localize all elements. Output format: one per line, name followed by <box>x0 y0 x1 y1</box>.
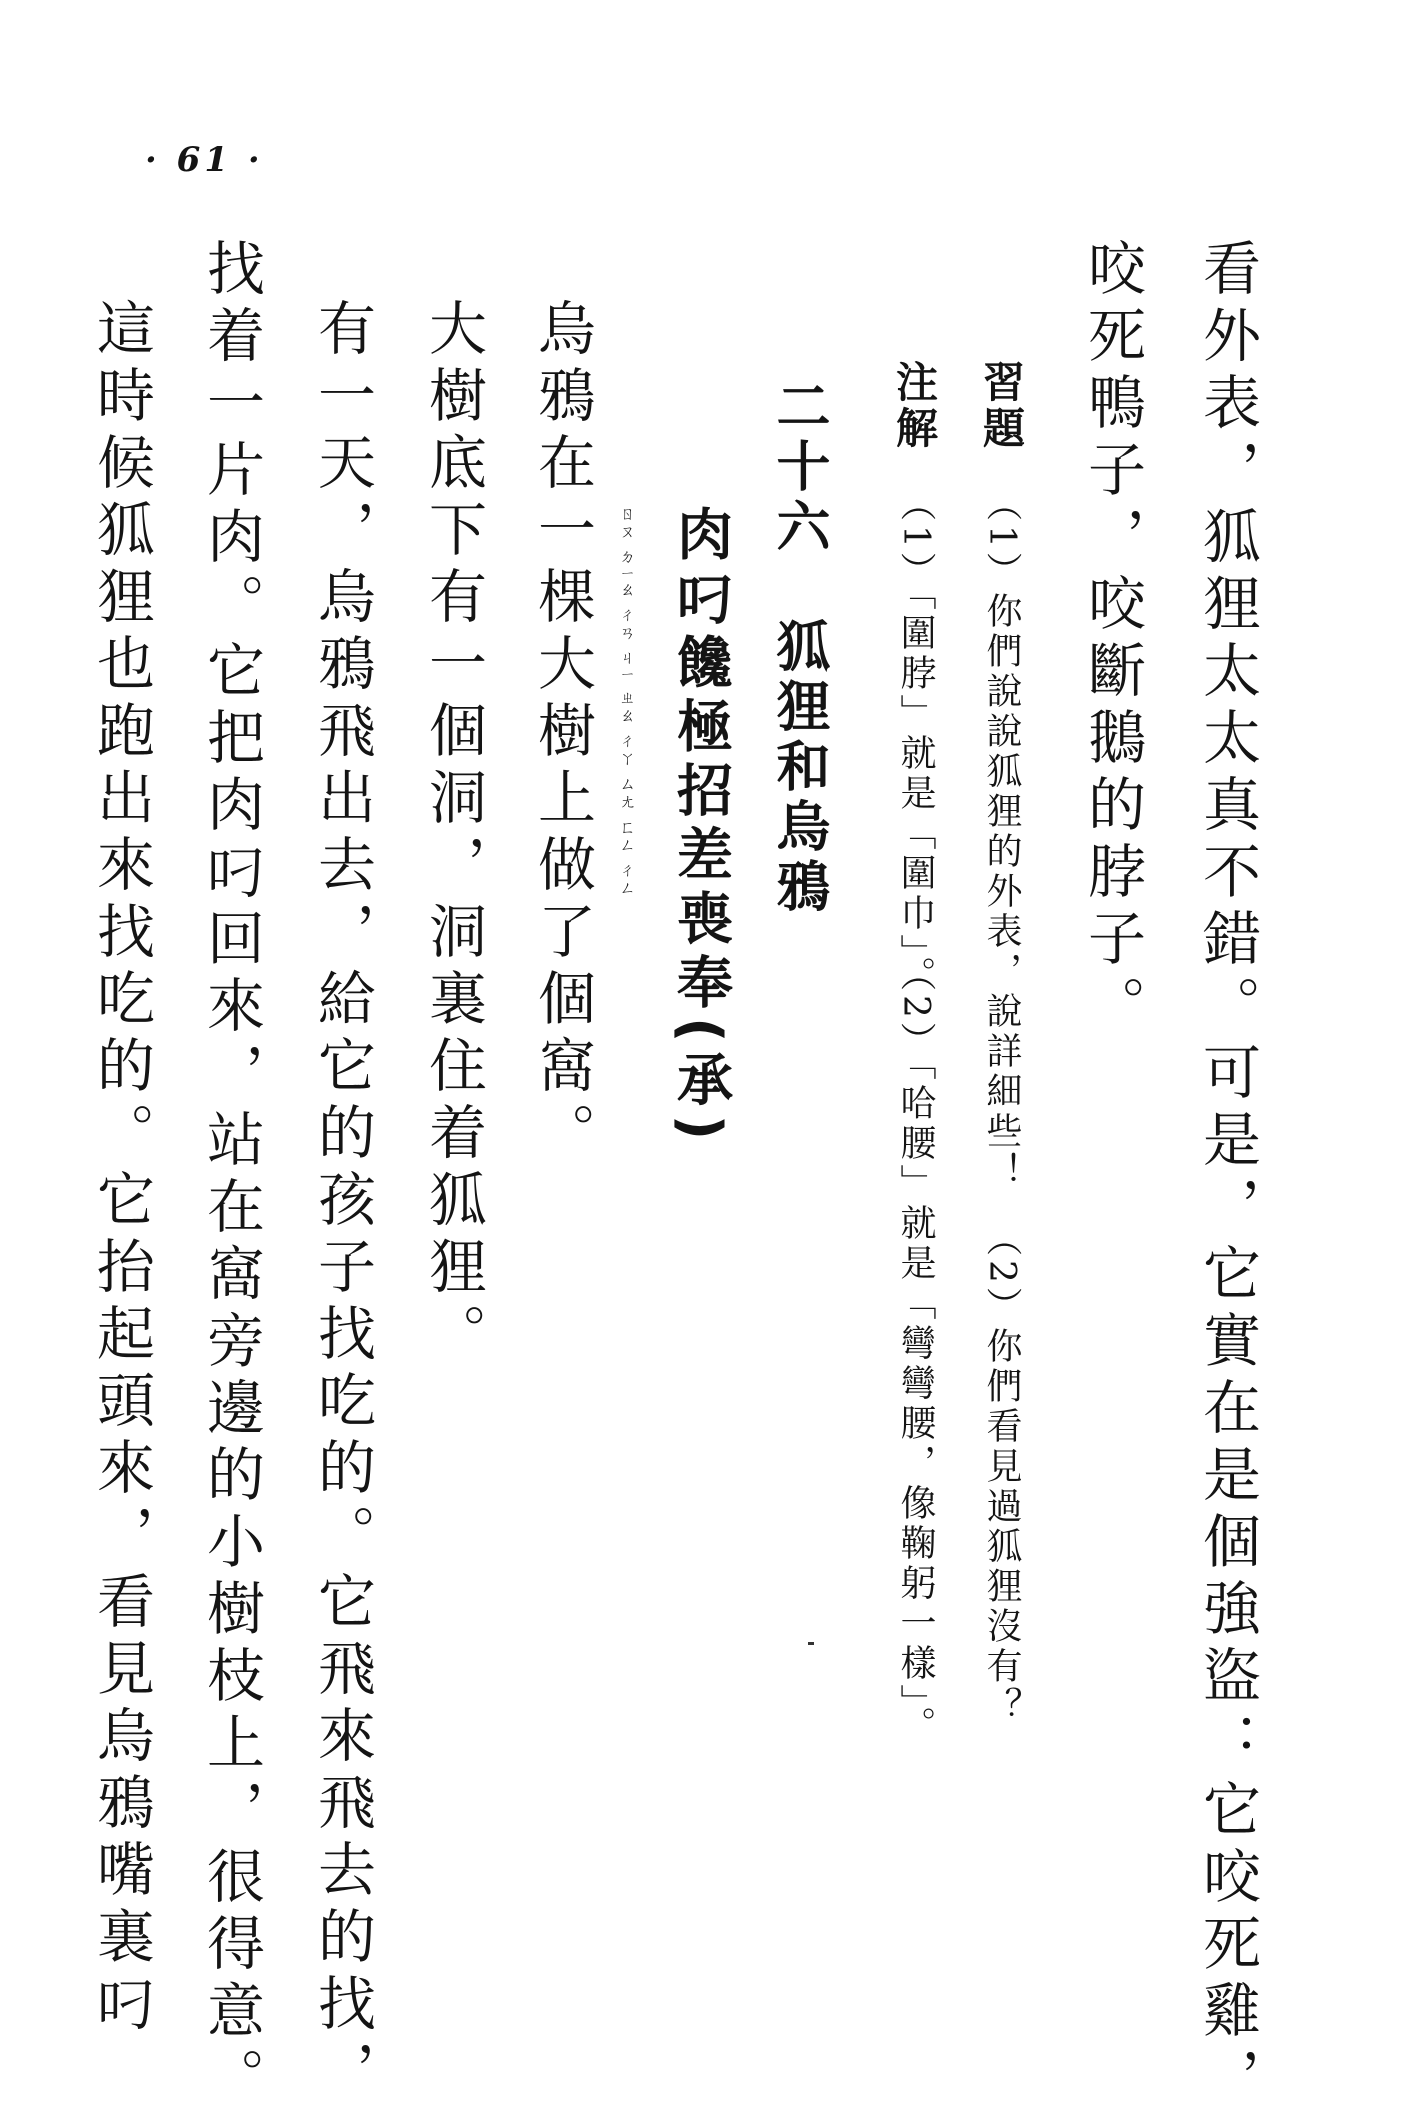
exercise-item-1: （1）你們說說狐狸的外表，說詳細些！ <box>981 485 1022 1192</box>
body-column-2: 咬死鴨子，咬斷鵝的脖子。 <box>1078 238 1146 1042</box>
body-column-3: 烏鴉在一棵大樹上做了個窩。 <box>528 298 596 1169</box>
exercise-label: 習題 <box>977 360 1026 452</box>
notes-label: 注解 <box>890 360 939 452</box>
vocabulary-phrase <box>617 505 733 1225</box>
vocabulary-characters: 肉叼饞極招差喪奉(承) <box>668 505 733 1149</box>
vocabulary-phonetic: ㄖㄡ ㄉㄧㄠ ㄔㄢ ㄐㄧ ㄓㄠ ㄔㄚ ㄙㄤ ㄈㄥ ㄔㄥ <box>617 505 636 898</box>
page-number: · 61 · <box>145 140 264 180</box>
note-item-1: （1）「圍脖」就是「圍巾」。 <box>895 485 936 996</box>
body-column-1: 看外表，狐狸太太真不錯。可是，它實在是個強盜：它咬死雞， <box>1193 238 1261 2114</box>
body-column-7: 這時候狐狸也跑出來找吃的。它抬起頭來，看見烏鴉嘴裏叼 <box>87 298 155 2040</box>
body-column-5: 有一天，烏鴉飛出去，給它的孩子找吃的。它飛來飛去的找， <box>308 298 376 2107</box>
exercise-item-2: （2）你們看見過狐狸沒有？ <box>981 1220 1022 1727</box>
body-column-6: 找着一片肉。它把肉叼回來，站在窩旁邊的小樹枝上，很得意。 <box>197 238 265 2114</box>
body-column-4: 大樹底下有一個洞，洞裏住着狐狸。 <box>419 298 487 1370</box>
lesson-title: 二十六 狐狸和烏鴉 <box>768 378 831 918</box>
print-speck <box>808 1642 814 1645</box>
note-item-2: （2）「哈腰」就是「彎彎腰，像鞠躬一樣」。 <box>895 955 936 1746</box>
